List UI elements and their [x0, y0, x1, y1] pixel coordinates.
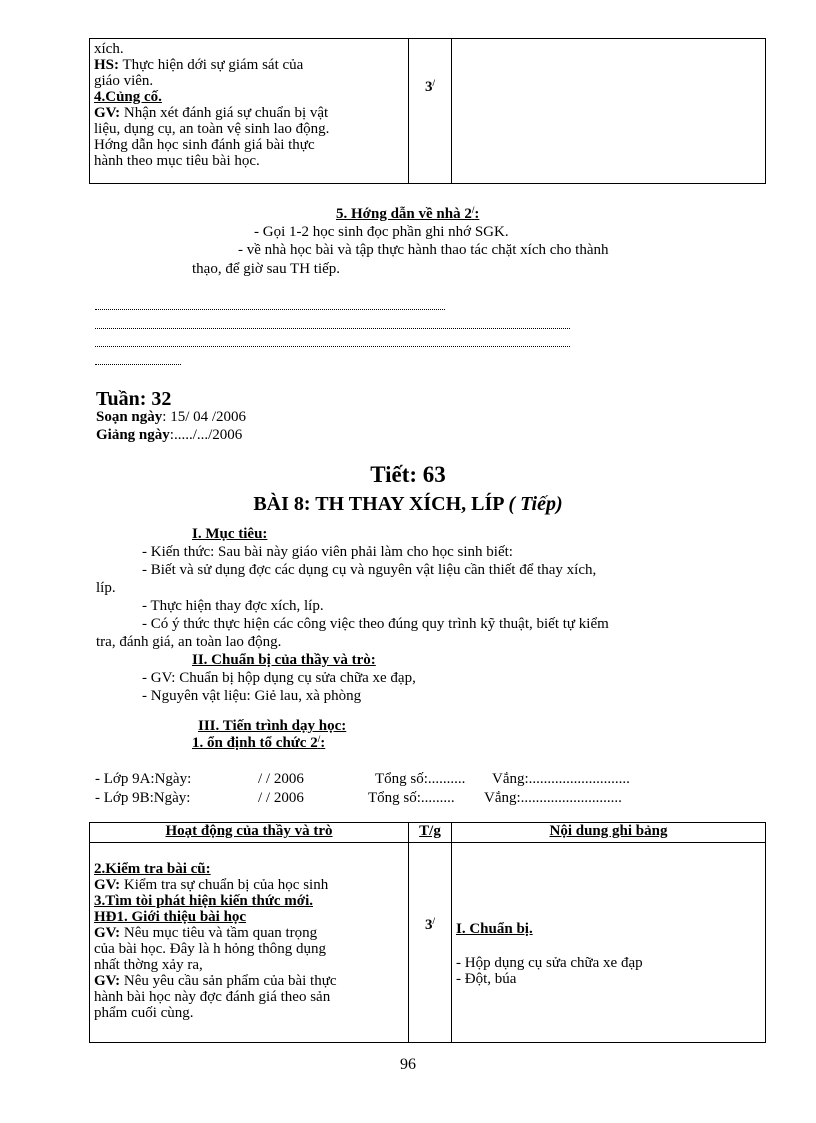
dotted-line	[95, 309, 445, 310]
activity-line: HS: Thực hiện dới sự giám sát của	[94, 57, 304, 73]
table-header-activity: Hoạt động của thầy và trò	[90, 823, 409, 843]
activity-cell	[90, 843, 409, 1043]
homework-line: - Gọi 1-2 học sinh đọc phần ghi nhớ SGK.	[254, 224, 509, 240]
activity-line: nhất thờng xảy ra,	[94, 957, 203, 973]
objective-line: líp.	[96, 580, 116, 596]
content-line: - Đột, búa	[456, 971, 517, 987]
class-attendance-9a: - Lớp 9A:Ngày:	[95, 771, 192, 787]
objectives-heading: I. Mục tiêu:	[192, 526, 268, 542]
class-absent-9b: Vắng:...........................	[484, 790, 622, 806]
objective-line: - Biết và sử dụng đợc các dụng cụ và nguyên vật liệu cần thiết để thay xích,	[142, 562, 597, 578]
dotted-line	[95, 346, 570, 347]
activity-line: GV: Kiểm tra sự chuẩn bị của học sinh	[94, 877, 329, 893]
objective-line: - Kiến thức: Sau bài này giáo viên phải làm cho học sinh biết:	[142, 544, 513, 560]
process-heading: III. Tiến trình dạy học:	[198, 718, 347, 734]
activity-heading: 2.Kiểm tra bài cũ:	[94, 861, 211, 877]
content-line: - Hộp dụng cụ sửa chữa xe đạp	[456, 955, 643, 971]
prepared-date: Soạn ngày: 15/ 04 /2006	[96, 409, 247, 425]
activity-line: hành bài học này đợc đánh giá theo sản	[94, 989, 331, 1005]
activity-line: liệu, dụng cụ, an toàn vệ sinh lao động.	[94, 121, 330, 137]
content-cell	[452, 39, 766, 184]
period-title: Tiết: 63	[370, 462, 446, 487]
activity-line: phẩm cuối cùng.	[94, 1005, 194, 1021]
activity-line: GV: Nêu mục tiêu và tầm quan trọng	[94, 925, 318, 941]
activity-line: GV: Nêu yêu cầu sản phẩm của bài thực	[94, 973, 337, 989]
class-total-9a: Tổng số:..........	[375, 771, 466, 787]
dotted-line	[95, 328, 570, 329]
teaching-date: Giảng ngày:...../.../2006	[96, 427, 243, 443]
activity-heading: 4.Củng cố.	[94, 89, 162, 105]
class-attendance-9b: - Lớp 9B:Ngày:	[95, 790, 191, 806]
content-heading: I. Chuẩn bị.	[456, 921, 533, 937]
class-absent-9a: Vắng:...........................	[492, 771, 630, 787]
activity-line: của bài học. Đây là h hỏng thông dụng	[94, 941, 327, 957]
homework-heading: 5. Hớng dẫn về nhà 2/:	[336, 205, 480, 222]
activity-heading: HĐ1. Giới thiệu bài học	[94, 909, 247, 925]
top-lesson-table	[89, 38, 766, 184]
homework-line: - về nhà học bài và tập thực hành thao tác chặt xích cho thành	[238, 242, 609, 258]
activity-heading: 3.Tìm tòi phát hiện kiến thức mới.	[94, 893, 313, 909]
time-cell: 3/	[409, 843, 452, 1043]
table-header-time: T/g	[409, 823, 452, 843]
organization-heading: 1. ổn định tổ chức 2/:	[192, 734, 326, 751]
content-cell	[452, 843, 766, 1043]
class-total-9b: Tổng số:.........	[368, 790, 455, 806]
time-cell: 3/	[409, 39, 452, 184]
activity-line: xích.	[94, 41, 124, 57]
preparation-line: - Nguyên vật liệu: Giẻ lau, xà phòng	[142, 688, 362, 704]
objective-line: tra, đánh giá, an toàn lao động.	[96, 634, 282, 650]
activity-line: Hớng dẫn học sinh đánh giá bài thực	[94, 137, 315, 153]
activity-line: GV: Nhận xét đánh giá sự chuẩn bị vật	[94, 105, 329, 121]
preparation-line: - GV: Chuẩn bị hộp dụng cụ sửa chữa xe đạp,	[142, 670, 416, 686]
activity-line: giáo viên.	[94, 73, 154, 89]
preparation-heading: II. Chuẩn bị của thầy và trò:	[192, 652, 376, 668]
objective-line: - Thực hiện thay đợc xích, líp.	[142, 598, 324, 614]
activity-cell	[90, 39, 409, 184]
week-title: Tuần: 32	[96, 388, 172, 410]
dotted-line	[95, 364, 181, 365]
page-number: 96	[400, 1056, 416, 1073]
activity-line: hành theo mục tiêu bài học.	[94, 153, 260, 169]
class-date-9a: / / 2006	[258, 771, 304, 787]
objective-line: - Có ý thức thực hiện các công việc theo đúng quy trình kỹ thuật, biết tự kiểm	[142, 616, 609, 632]
homework-line: thạo, để giờ sau TH tiếp.	[192, 261, 341, 277]
table-header-content: Nội dung ghi bảng	[452, 823, 766, 843]
lesson-title: BÀI 8: TH THAY XÍCH, LÍP ( Tiếp)	[253, 493, 563, 515]
class-date-9b: / / 2006	[258, 790, 304, 806]
activity-table	[89, 822, 766, 1043]
